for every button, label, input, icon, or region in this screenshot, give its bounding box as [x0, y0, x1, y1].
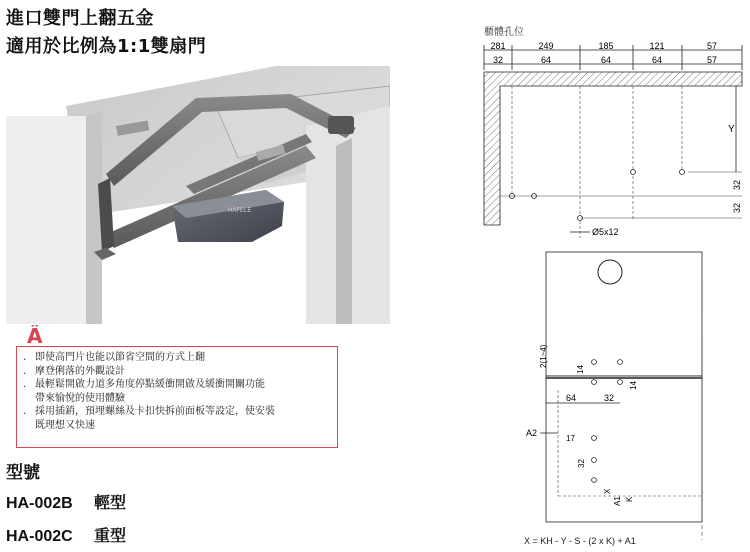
- dim-32-right-a: 32: [732, 179, 742, 190]
- dim-64-door: 64: [566, 393, 577, 403]
- technical-drawing: [470, 20, 750, 552]
- model-type: 重型: [94, 526, 127, 545]
- formula-text: X = KH - Y - S - (2 x K) + A1: [524, 536, 636, 546]
- model-row: [6, 523, 126, 546]
- dim-32-top: 32: [492, 55, 504, 65]
- dim-14-a: 14: [576, 365, 585, 374]
- model-row: [6, 490, 126, 513]
- dim-14-b: 14: [629, 381, 638, 390]
- model-type: 輕型: [94, 493, 127, 512]
- feature-item-3: . 最輕鬆開啟力道多角度停點緩衝開啟及緩衝開關功能 帶來愉悅的使用體驗: [23, 379, 265, 404]
- dim-121: 121: [649, 41, 665, 51]
- dim-a2: A2: [526, 428, 538, 438]
- door-upper-panel: [546, 252, 702, 376]
- dim-32-right-b: 32: [732, 202, 742, 213]
- svg-text:HÄFELE: HÄFELE: [228, 208, 252, 214]
- dim-249: 249: [538, 41, 554, 51]
- dim-64-c: 64: [651, 55, 663, 65]
- hole: [680, 170, 685, 175]
- dim-a1: A1: [613, 496, 622, 506]
- feature-text-3b: 帶來愉悅的使用體驗: [35, 392, 125, 404]
- hole: [631, 170, 636, 175]
- dim-k: K: [625, 496, 634, 502]
- brand-logo: [24, 325, 50, 345]
- dim-y: Y: [728, 124, 735, 135]
- feature-item-2: . 摩登俐落的外觀設計: [23, 365, 125, 377]
- product-photo: [6, 66, 390, 324]
- dim-57-bottom: 57: [706, 55, 718, 65]
- feature-text-2: 摩登俐落的外觀設計: [35, 365, 125, 377]
- feature-text-3a: 最輕鬆開啟力道多角度停點緩衝開啟及緩衝開關功能: [35, 379, 265, 390]
- dim-x: X: [603, 488, 612, 494]
- models-heading: 型號: [6, 463, 40, 483]
- hole-size-label: Ø5x12: [592, 227, 619, 237]
- cabinet-section: [484, 72, 742, 225]
- door-hinge-hole: [598, 260, 622, 284]
- feature-text-4b: 既理想又快速: [35, 419, 95, 431]
- brand-logo-text: Ä: [27, 325, 43, 345]
- drawing-title: 櫃體孔位: [484, 27, 524, 38]
- title-line-1: 進口雙門上翻五金: [6, 8, 154, 29]
- dim-offset: 2(1~4): [539, 344, 548, 368]
- feature-item-1: . 即使高門片也能以節省空間的方式上翻: [23, 352, 205, 363]
- dim-32-vertical: 32: [577, 459, 586, 468]
- feature-text-1: 即使高門片也能以節省空間的方式上翻: [35, 352, 205, 363]
- feature-text-4a: 採用插銷，預埋螺絲及卡扣快拆前面板等設定，使安裝: [35, 406, 275, 417]
- feature-item-4: . 採用插銷，預埋螺絲及卡扣快拆前面板等設定，使安裝 既理想又快速: [23, 406, 275, 431]
- dim-57-top: 57: [706, 41, 718, 51]
- title-line-2: 適用於比例為1:1雙扇門: [6, 36, 207, 57]
- dim-32-door: 32: [604, 393, 615, 403]
- dim-281: 281: [490, 41, 506, 51]
- model-code: HA-002C: [6, 528, 73, 545]
- dim-64-b: 64: [600, 55, 612, 65]
- dim-185: 185: [598, 41, 614, 51]
- model-code: HA-002B: [6, 495, 73, 512]
- dim-64-a: 64: [540, 55, 552, 65]
- feature-box: [16, 346, 338, 448]
- dim-17: 17: [566, 434, 575, 443]
- feature-list: [17, 347, 337, 432]
